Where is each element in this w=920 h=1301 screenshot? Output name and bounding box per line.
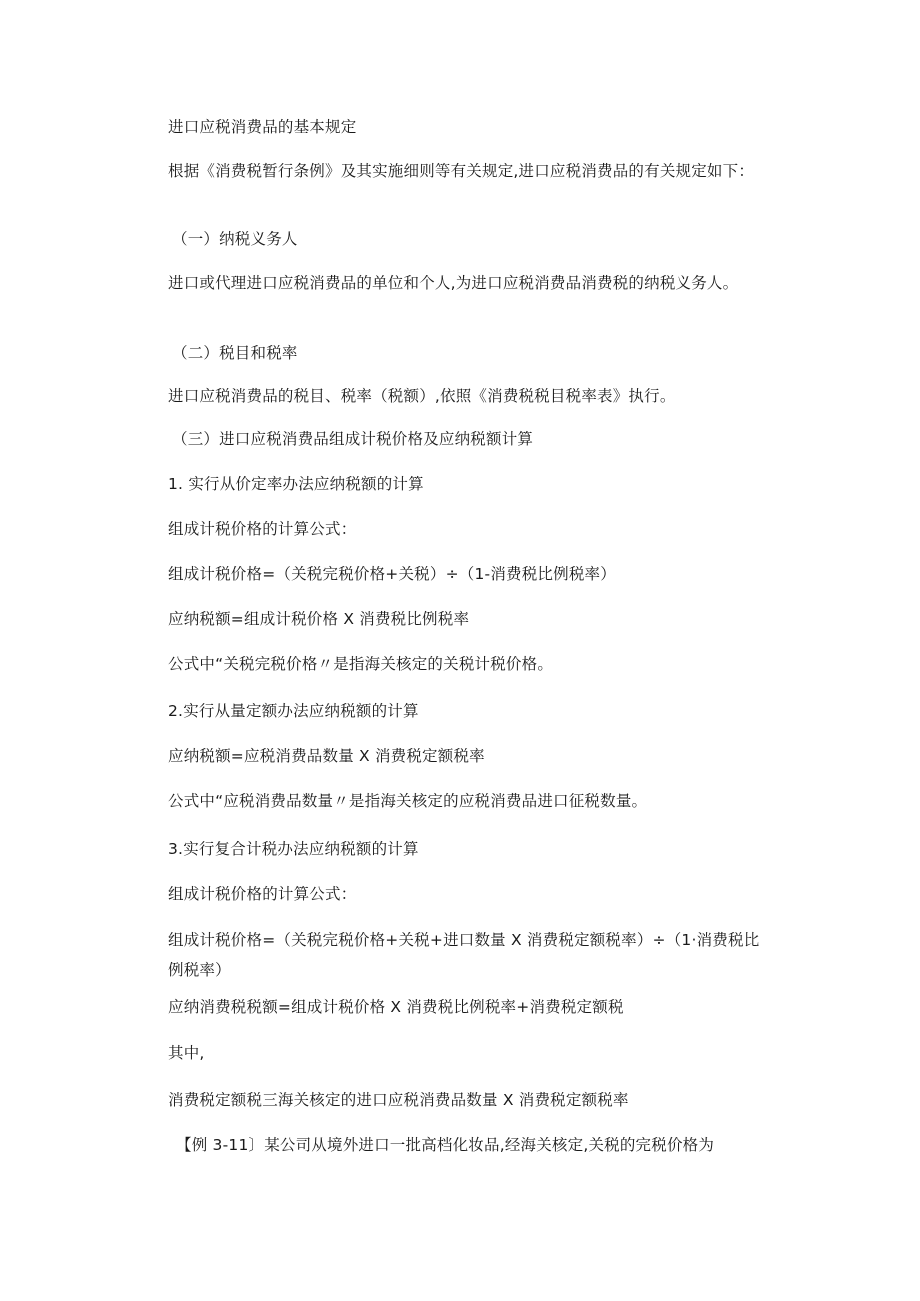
method2-heading: 2.实行从量定额办法应纳税额的计算	[168, 702, 419, 720]
method3-formula-intro: 组成计税价格的计算公式：	[168, 885, 357, 903]
method3-formula-tax: 应纳消费税税额=组成计税价格 X 消费税比例税率+消费税定额税	[168, 998, 624, 1016]
method2-formula-tax: 应纳税额=应税消费品数量 X 消费税定额税率	[168, 747, 485, 765]
section1-heading: （一）纳税义务人	[172, 230, 298, 248]
method1-note: 公式中“关税完税价格〃是指海关核定的关税计税价格。	[168, 655, 554, 673]
method3-where: 其中,	[168, 1044, 205, 1062]
method3-formula-quota: 消费税定额税三海关核定的进口应税消费品数量 X 消费税定额税率	[168, 1091, 629, 1109]
method3-heading: 3.实行复合计税办法应纳税额的计算	[168, 840, 419, 858]
section3-heading: （三）进口应税消费品组成计税价格及应纳税额计算	[172, 430, 534, 448]
method1-formula-tax: 应纳税额=组成计税价格 X 消费税比例税率	[168, 610, 470, 628]
section2-paragraph: 进口应税消费品的税目、税率（税额）,依照《消费税税目税率表》执行。	[168, 387, 676, 405]
intro-paragraph: 根据《消费税暂行条例》及其实施细则等有关规定,进口应税消费品的有关规定如下：	[168, 162, 755, 180]
document-title: 进口应税消费品的基本规定	[168, 118, 357, 136]
method1-formula-intro: 组成计税价格的计算公式：	[168, 520, 357, 538]
method3-formula-price: 组成计税价格=（关税完税价格+关税+进口数量 X 消费税定额税率）÷（1·消费税比例税率）	[168, 931, 760, 979]
section1-paragraph: 进口或代理进口应税消费品的单位和个人,为进口应税消费品消费税的纳税义务人。	[168, 274, 739, 292]
method2-note: 公式中“应税消费品数量〃是指海关核定的应税消费品进口征税数量。	[168, 792, 648, 810]
section2-heading: （二）税目和税率	[172, 344, 298, 362]
example-paragraph: 【例 3-11〕某公司从境外进口一批高档化妆品,经海关核定,关税的完税价格为	[176, 1136, 715, 1154]
method1-formula-price: 组成计税价格=（关税完税价格+关税）÷（1-消费税比例税率）	[168, 565, 616, 583]
method1-heading: 1. 实行从价定率办法应纳税额的计算	[168, 475, 424, 493]
